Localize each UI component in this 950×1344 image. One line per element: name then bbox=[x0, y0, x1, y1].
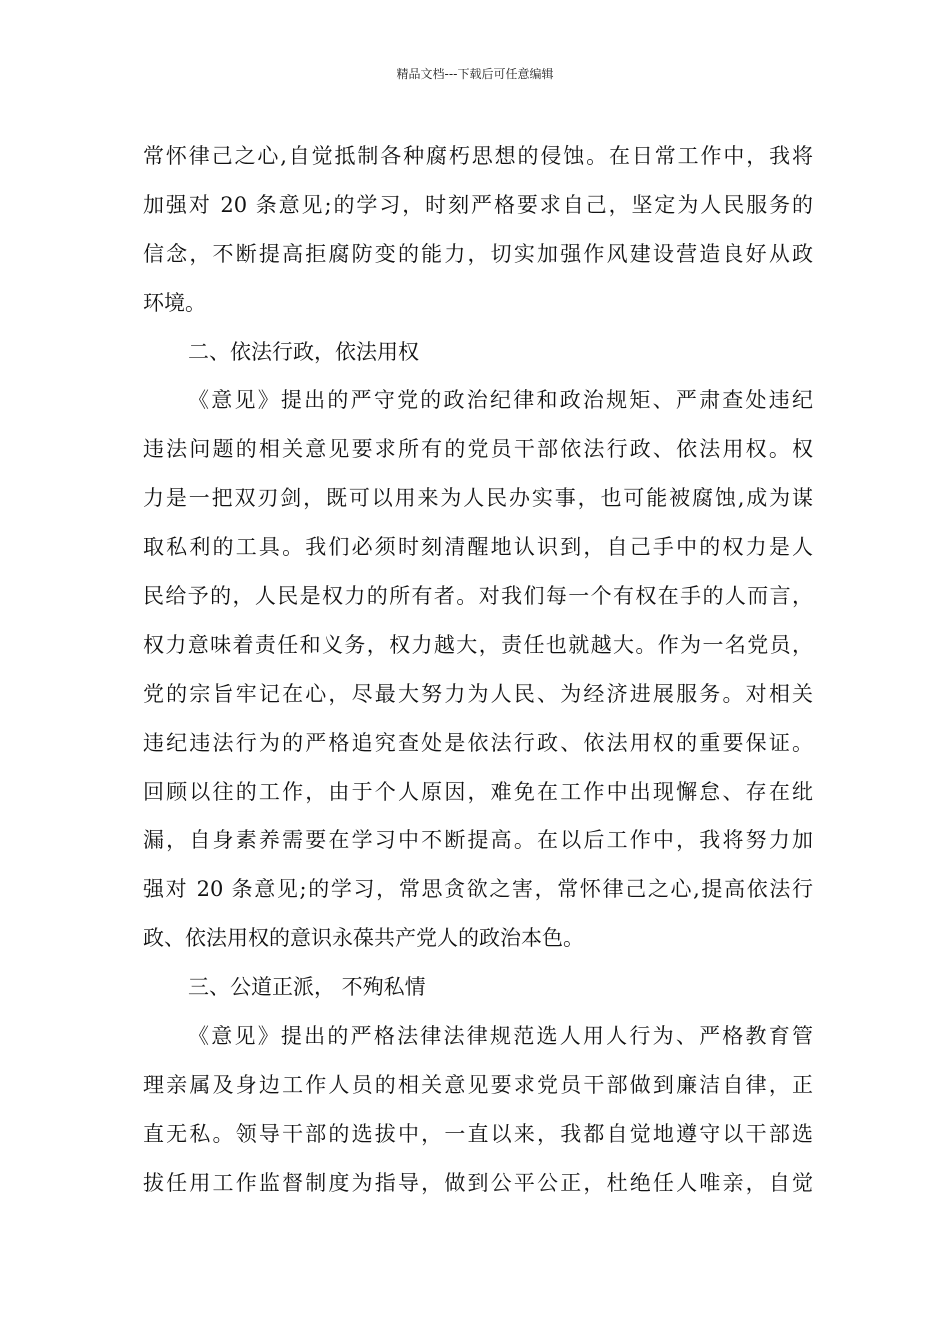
text-line: 信念，不断提高拒腐防变的能力，切实加强作风建设营造良好从政 bbox=[143, 241, 813, 266]
text-line: 《意见》提出的严格法律法律规范选人用人行为、严格教育管 bbox=[188, 1024, 813, 1049]
text-line: 强对 20 条意见;的学习，常思贪欲之害，常怀律己之心,提高依法行 bbox=[143, 877, 813, 902]
text-line: 违纪违法行为的严格追究查处是依法行政、依法用权的重要保证。 bbox=[143, 730, 813, 755]
text-line: 党的宗旨牢记在心，尽最大努力为人民、为经济进展服务。对相关 bbox=[143, 681, 813, 706]
text-line: 理亲属及身边工作人员的相关意见要求党员干部做到廉洁自律，正 bbox=[143, 1072, 813, 1097]
text-line: 回顾以往的工作，由于个人原因，难免在工作中出现懈怠、存在纰 bbox=[143, 779, 813, 804]
text-line: 民给予的，人民是权力的所有者。对我们每一个有权在手的人而言， bbox=[143, 584, 813, 609]
text-line: 政、依法用权的意识永葆共产党人的政治本色。 bbox=[143, 926, 584, 951]
text-line: 二、依法行政，依法用权 bbox=[188, 339, 419, 364]
text-line: 环境。 bbox=[143, 290, 206, 315]
text-line: 直无私。领导干部的选拔中，一直以来，我都自觉地遵守以干部选 bbox=[143, 1121, 813, 1146]
text-line: 常怀律己之心,自觉抵制各种腐朽思想的侵蚀。在日常工作中，我将 bbox=[143, 144, 813, 168]
text-line: 加强对 20 条意见;的学习，时刻严格要求自己，坚定为人民服务的 bbox=[143, 192, 813, 217]
text-line: 三、公道正派， 不殉私情 bbox=[188, 975, 426, 1000]
text-line: 力是一把双刃剑，既可以用来为人民办实事，也可能被腐蚀,成为谋 bbox=[143, 486, 813, 511]
text-line: 拔任用工作监督制度为指导，做到公平公正，杜绝任人唯亲，自觉 bbox=[143, 1170, 813, 1195]
text-line: 漏，自身素养需要在学习中不断提高。在以后工作中，我将努力加 bbox=[143, 828, 813, 853]
text-line: 违法问题的相关意见要求所有的党员干部依法行政、依法用权。权 bbox=[143, 437, 813, 462]
text-line: 权力意味着责任和义务，权力越大，责任也就越大。作为一名党员， bbox=[143, 632, 813, 657]
text-line: 《意见》提出的严守党的政治纪律和政治规矩、严肃查处违纪 bbox=[188, 388, 813, 413]
page-header: 精品文档---下载后可任意编辑 bbox=[396, 67, 554, 81]
text-line: 取私利的工具。我们必须时刻清醒地认识到，自己手中的权力是人 bbox=[143, 535, 813, 560]
document-body bbox=[143, 132, 813, 1208]
